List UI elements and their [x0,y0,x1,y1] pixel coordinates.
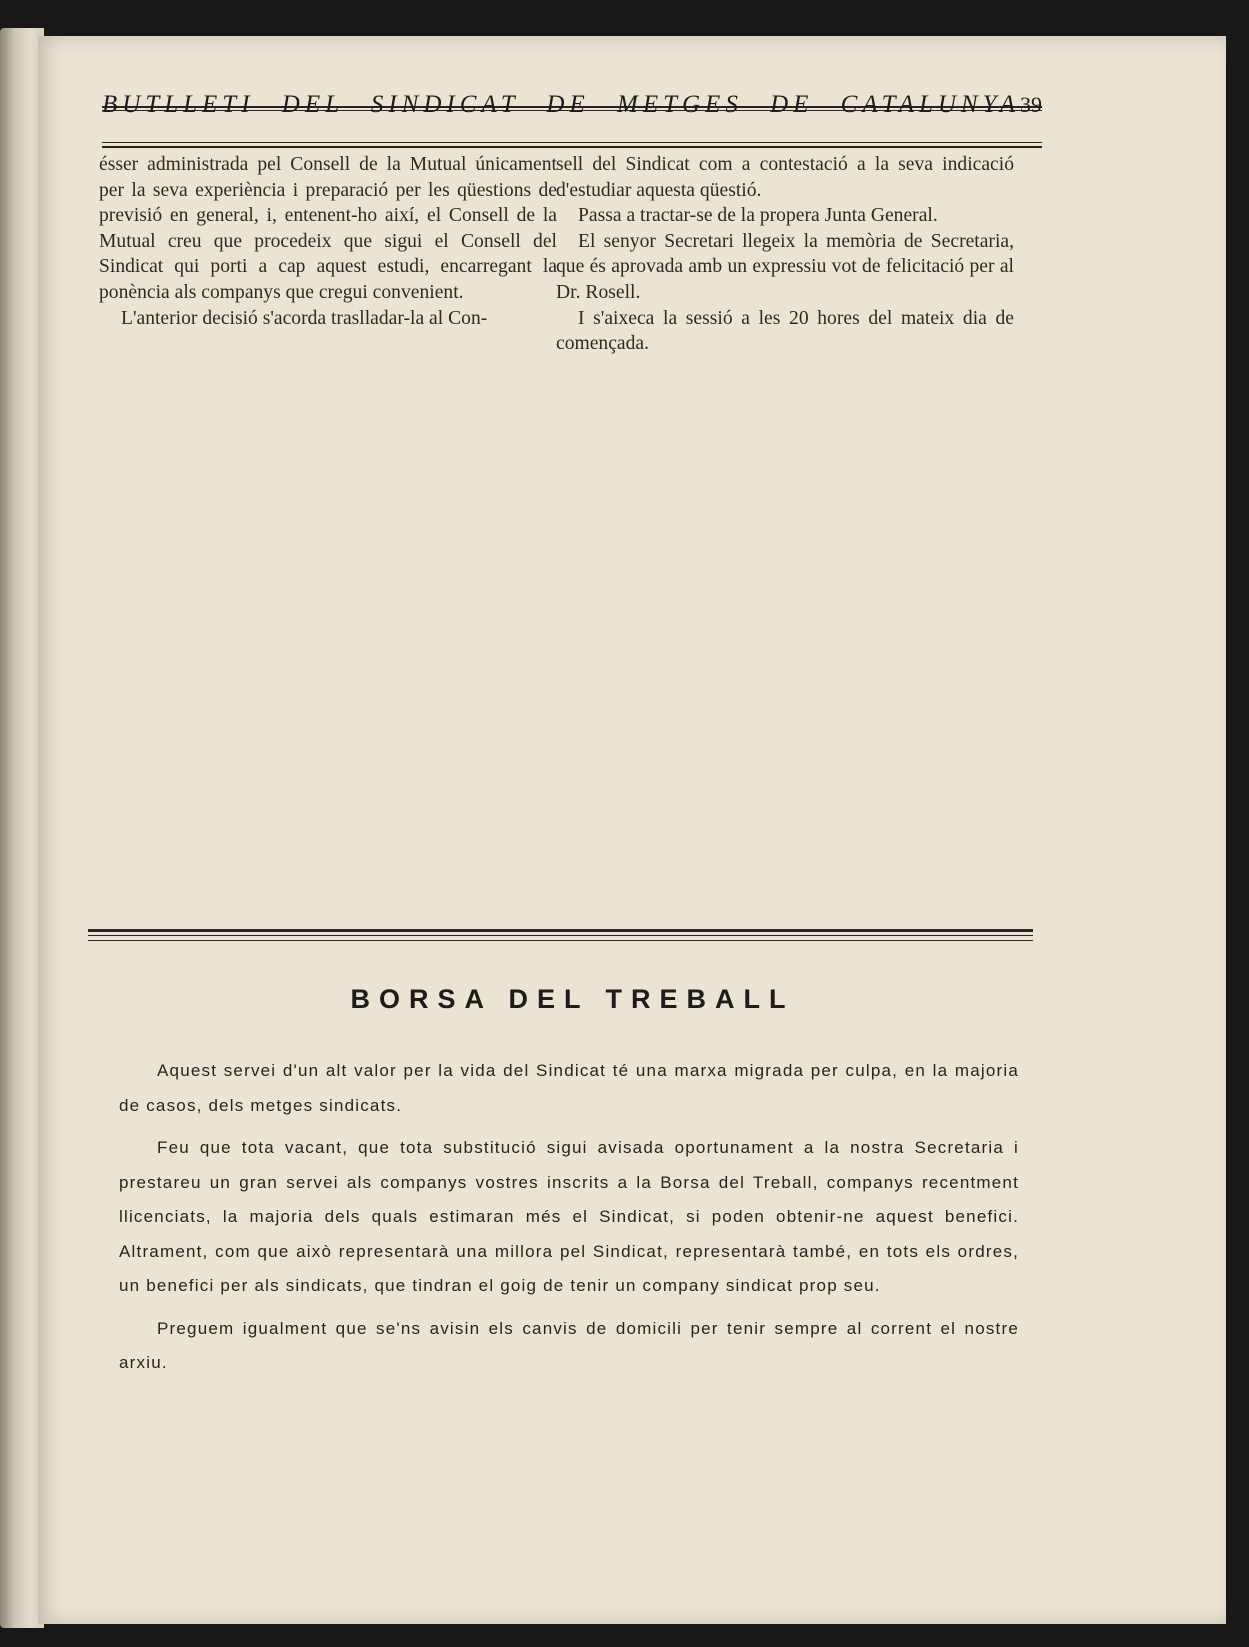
right-paragraph: sell del Sindicat com a contestació a la seva indicació d'estudiar aquesta qüestió. [556,154,1014,201]
right-paragraph: El senyor Secretari llegeix la memòria de Secretaria, que és aprovada amb un expressiu vot de felicitació per al Dr. Rosell. [556,230,1014,303]
left-paragraph: L'anterior decisió s'acorda traslladar-la al Con- [121,307,488,329]
section-body [119,1054,1019,1389]
section-title: BORSA DEL TREBALL [350,984,795,1014]
section-divider-thin-2 [88,940,1033,941]
section-paragraph: Feu que tota vacant, que tota substitució sigui avisada oportunament a la nostra Secretaria i prestareu un gran servei als companys vostres inscrits a la Borsa del Treball, companys recentment llicenciats, la majoria dels quals estimaran més el Sindicat, si poden obtenir-ne aquest benefici. Altrament, com que això representarà una millora pel Sindicat, representarà també, en tots els ordres, un benefici per als sindicats, que tindran el goig de tenir un company sindicat prop seu. [119,1138,1019,1295]
left-column [99,152,557,331]
section-paragraph: Aquest servei d'un alt valor per la vida del Sindicat té una marxa migrada per culpa, en la majoria de casos, dels metges sindicats. [119,1061,1019,1115]
section-divider-thick [88,929,1033,932]
header-line [102,91,1042,119]
section-divider-thin [88,935,1033,936]
header-rule-bottom [102,146,1042,148]
page-number: 39 [1020,92,1043,117]
right-column [556,152,1014,357]
header-rule-bottom-thin [102,142,1042,143]
right-paragraph: Passa a tractar-se de la propera Junta General. [578,205,938,227]
section-paragraph: Preguem igualment que se'ns avisin els canvis de domicili per tenir sempre al corrent el nostre arxiu. [119,1318,1019,1372]
right-paragraph: I s'aixeca la sessió a les 20 hores del mateix dia de començada. [556,307,1014,355]
left-paragraph: ésser administrada pel Consell de la Mutual únicament per la seva experiència i preparació per les qüestions de previsió en general, i, entenent-ho així, el Consell de la Mutual creu que procedeix que sigui el Consell del Sindicat qui porti a cap aquest estudi, encarregant la ponència als companys que cregui convenient. [99,154,557,303]
journal-title: BUTLLETI DEL SINDICAT DE METGES DE CATALUNYA [102,91,1021,118]
running-header [102,74,1042,156]
